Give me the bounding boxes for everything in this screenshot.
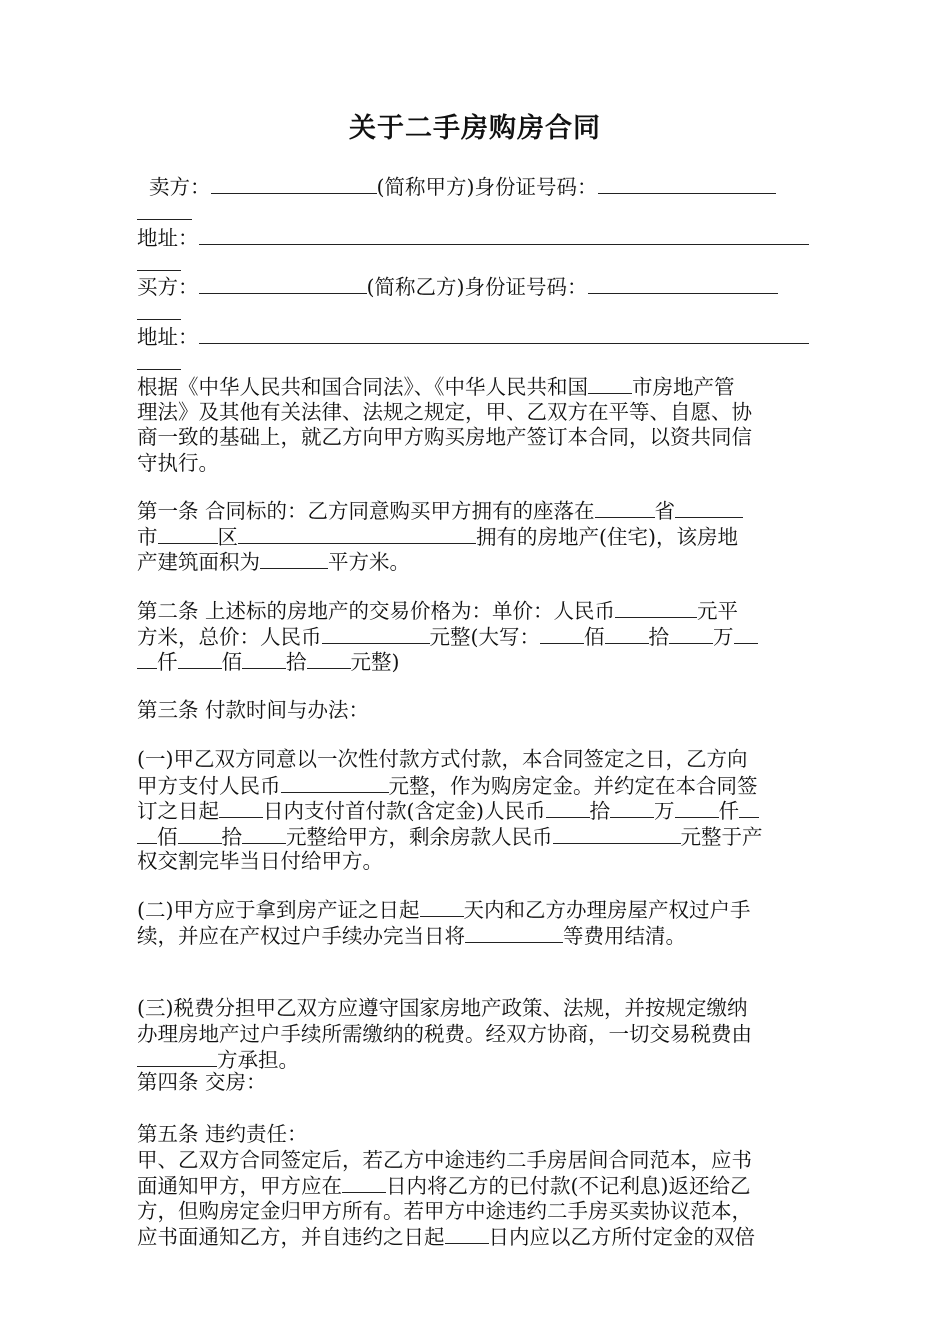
amount-blank — [734, 624, 758, 644]
seller-id-label: (简称甲方)身份证号码： — [376, 175, 598, 199]
amount-blank — [178, 824, 222, 844]
art3-1-text: 万 — [654, 799, 675, 823]
art1-text: 区 — [217, 524, 238, 549]
province-blank — [595, 498, 655, 518]
art3-3-text: (三)税费分担甲乙双方应遵守国家房地产政策、法规，并按规定缴纳 — [137, 996, 748, 1020]
art4-heading: 第四条 交房： — [137, 1070, 267, 1094]
art3-1-text: 拾 — [589, 799, 610, 823]
buyer-address-label: 地址： — [137, 325, 199, 349]
art3-2-text: 天内和乙方办理房屋产权过户手 — [463, 898, 751, 922]
art3-1-text: 日内支付首付款(含定金)人民币 — [263, 799, 546, 823]
art2-text: 第二条 上述标的房地产的交易价格为：单价：人民币 — [137, 599, 616, 623]
amount-blank — [739, 798, 759, 818]
intro-line: 理法》及其他有关法律、法规之规定，甲、乙双方在平等、自愿、协 — [137, 399, 752, 424]
amount-blank — [178, 649, 222, 669]
amount-blank — [610, 798, 654, 818]
city-blank — [158, 524, 218, 544]
intro-line: 商一致的基础上，就乙方向甲方购买房地产签订本合同，以资共同信 — [137, 425, 752, 449]
art3-1-text: 甲方支付人民币 — [137, 773, 281, 798]
seller-label: 卖方： — [149, 175, 211, 199]
art3-1-text: 仟 — [718, 799, 739, 823]
art3-2-text: (二)甲方应于拿到房产证之日起 — [137, 898, 420, 922]
amount-blank — [675, 798, 719, 818]
buyer-address-section — [137, 324, 815, 375]
art5-text: 日内应以乙方所付定金的双倍 — [488, 1225, 755, 1249]
article-1 — [137, 498, 815, 575]
page-title: 关于二手房购房合同 — [349, 113, 601, 144]
fee-blank — [465, 923, 563, 943]
seller-address-section — [137, 225, 815, 276]
art2-text: 仟 — [157, 650, 178, 674]
intro-paragraph — [137, 374, 815, 476]
art2-text: 元整) — [350, 650, 400, 674]
amount-blank — [605, 624, 649, 644]
amount-blank — [669, 624, 713, 644]
art3-heading: 第三条 付款时间与办法： — [137, 698, 370, 722]
buyer-address-blank-cont — [137, 350, 181, 370]
amount-blank — [307, 649, 351, 669]
article-3-item-3 — [137, 996, 815, 1073]
seller-section — [137, 174, 815, 225]
area-blank — [260, 549, 328, 569]
seller-address-blank — [199, 225, 809, 245]
days-blank — [445, 1224, 489, 1244]
art1-text: 拥有的房地产(住宅)，该房地 — [476, 524, 738, 549]
buyer-section — [137, 274, 815, 325]
intro-line: 市房地产管 — [632, 375, 735, 399]
total-price-blank — [322, 624, 430, 644]
art3-1-text: 元整于产 — [680, 824, 763, 849]
buyer-id-blank — [588, 274, 778, 294]
art2-text: 拾 — [648, 624, 669, 649]
art3-2-text: 续，并应在产权过户手续办完当日将 — [137, 923, 465, 948]
days-blank — [420, 897, 464, 917]
art2-text: 方米，总价：人民币 — [137, 624, 322, 649]
buyer-id-label: (简称乙方)身份证号码： — [366, 275, 588, 299]
amount-blank — [540, 624, 584, 644]
days-blank — [342, 1173, 386, 1193]
art1-text: 第一条 合同标的：乙方同意购买甲方拥有的座落在 — [137, 499, 595, 523]
art2-text: 元平 — [697, 599, 739, 623]
deposit-blank — [281, 773, 389, 793]
art2-text: 万 — [713, 624, 734, 649]
article-4 — [137, 1070, 815, 1096]
district-blank — [238, 524, 476, 544]
art2-text: 佰 — [221, 650, 242, 674]
seller-id-blank — [598, 174, 776, 194]
art5-text: 面通知甲方，甲方应在 — [137, 1174, 342, 1198]
remaining-blank — [553, 824, 681, 844]
art5-text: 日内将乙方的已付款(不记利息)返还给乙 — [386, 1174, 751, 1198]
art2-text: 元整(大写： — [429, 624, 540, 649]
unit-price-blank — [615, 598, 697, 618]
art1-text: 产建筑面积为 — [137, 550, 260, 574]
art3-3-text: 办理房地产过户手续所需缴纳的税费。经双方协商，一切交易税费由 — [137, 1021, 752, 1046]
intro-line: 根据《中华人民共和国合同法》、《中华人民共和国 — [137, 375, 588, 399]
article-5 — [137, 1122, 815, 1250]
days-blank — [219, 798, 263, 818]
amount-blank — [137, 649, 157, 669]
art3-1-text: 元整，作为购房定金。并约定在本合同签 — [388, 773, 758, 798]
article-2 — [137, 598, 815, 675]
art1-text: 市 — [137, 524, 158, 549]
buyer-label: 买方： — [137, 275, 199, 299]
art3-1-text: 权交割完毕当日付给甲方。 — [137, 849, 383, 873]
art5-heading: 第五条 违约责任： — [137, 1122, 308, 1146]
buyer-address-blank — [199, 324, 809, 344]
art3-1-text: 订之日起 — [137, 799, 219, 823]
art3-1-text: 元整给甲方，剩余房款人民币 — [286, 824, 553, 849]
intro-line: 守执行。 — [137, 450, 219, 475]
amount-blank — [137, 824, 157, 844]
city-blank — [588, 374, 632, 394]
article-3-item-2 — [137, 897, 815, 948]
art5-text: 方，但购房定金归甲方所有。若甲方中途违约二手房买卖协议范本， — [137, 1198, 752, 1223]
buyer-name-blank — [199, 274, 367, 294]
art3-3-text: 方承担。 — [217, 1048, 299, 1072]
amount-blank — [546, 798, 590, 818]
buyer-id-blank-cont — [137, 300, 181, 320]
art2-text: 佰 — [584, 624, 605, 649]
art3-1-text: 佰 — [157, 824, 178, 849]
art5-text: 应书面通知乙方，并自违约之日起 — [137, 1225, 445, 1249]
seller-name-blank — [211, 174, 377, 194]
art1-text: 平方米。 — [328, 550, 410, 574]
seller-id-blank-cont — [137, 200, 192, 220]
amount-blank — [242, 824, 286, 844]
art3-1-text: (一)甲乙双方同意以一次性付款方式付款，本合同签定之日，乙方向 — [137, 747, 748, 771]
art3-2-text: 等费用结清。 — [563, 923, 686, 948]
amount-blank — [242, 649, 286, 669]
art2-text: 拾 — [286, 650, 307, 674]
art3-1-text: 拾 — [221, 824, 242, 849]
art5-text: 甲、乙双方合同签定后，若乙方中途违约二手房居间合同范本，应书 — [137, 1147, 752, 1172]
art1-text: 省 — [654, 499, 676, 523]
article-3-title — [137, 698, 815, 724]
seller-address-label: 地址： — [137, 226, 199, 250]
party-blank — [137, 1047, 217, 1067]
article-3-item-1 — [137, 747, 815, 875]
seller-address-blank-cont — [137, 251, 181, 271]
city-blank — [675, 498, 743, 518]
